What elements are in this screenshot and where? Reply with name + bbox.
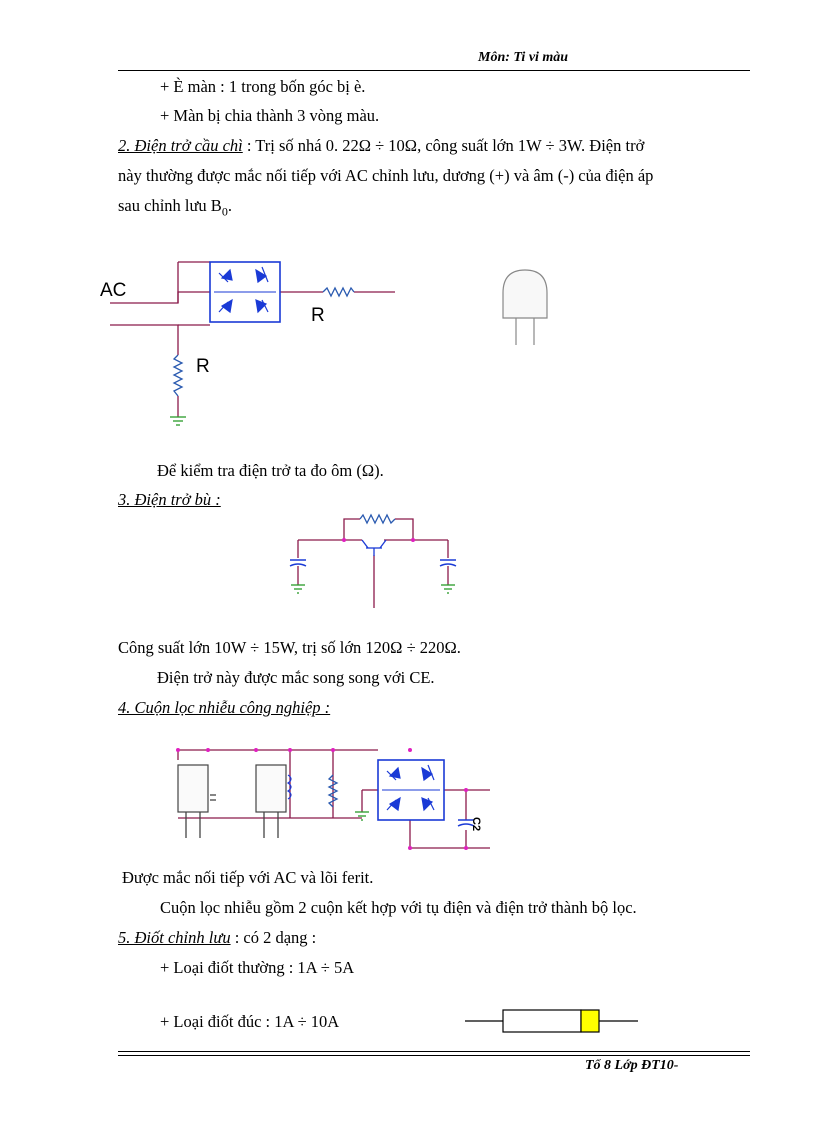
page-header: Môn: Ti vi màu (478, 50, 569, 65)
section3-title: 3. Điện trở bù : (118, 490, 221, 509)
footer-rule-1 (118, 1051, 750, 1052)
ac-label: AC (100, 280, 127, 301)
section2-text-1: : Trị số nhá 0. 22Ω ÷ 10Ω, công suất lớn 1W ÷ 3W. Điện trở (242, 136, 645, 155)
page-footer: Tổ 8 Lớp ĐT10- (585, 1058, 679, 1073)
footer-rule-2 (118, 1055, 750, 1056)
intro-line-2: + Màn bị chia thành 3 vòng màu. (160, 106, 380, 125)
diode-body (503, 1010, 581, 1032)
resistor-label-bottom: R (196, 356, 210, 377)
section4-line2: Cuộn lọc nhiễu gồm 2 cuộn kết hợp với tụ điện và điện trở thành bộ lọc. (160, 898, 637, 917)
intro-line-1: + È màn : 1 trong bốn góc bị è. (160, 77, 366, 96)
section2-text-3a: sau chỉnh lưu B (118, 196, 222, 215)
section4-line1: Được mắc nối tiếp với AC và lõi ferit. (122, 868, 374, 887)
section2-text-2: này thường được mắc nối tiếp với AC chỉnh lưu, dương (+) và âm (-) của điện áp (118, 166, 654, 185)
section5-item1: + Loại điốt thường : 1A ÷ 5A (160, 958, 355, 977)
section5-item2: + Loại điốt đúc : 1A ÷ 10A (160, 1012, 340, 1031)
section3-line1: Công suất lớn 10W ÷ 15W, trị số lớn 120Ω ÷ 220Ω. (118, 638, 461, 657)
capacitor-label: C2 (470, 817, 482, 832)
section5-title-rest: : có 2 dạng : (230, 928, 317, 947)
resistor-label-right: R (311, 305, 325, 326)
section5-title: 5. Điốt chỉnh lưu (118, 928, 231, 947)
section2-subscript: 0 (221, 204, 228, 219)
section2-note: Để kiểm tra điện trở ta đo ôm (Ω). (157, 461, 384, 480)
section4-title: 4. Cuộn lọc nhiễu công nghiệp : (118, 698, 331, 717)
diode-cathode-band (581, 1010, 599, 1032)
section2-text-3b: . (227, 196, 232, 215)
section3-line2: Điện trở này được mắc song song với CE. (157, 668, 435, 687)
section2-title: 2. Điện trở cầu chì (118, 136, 243, 155)
